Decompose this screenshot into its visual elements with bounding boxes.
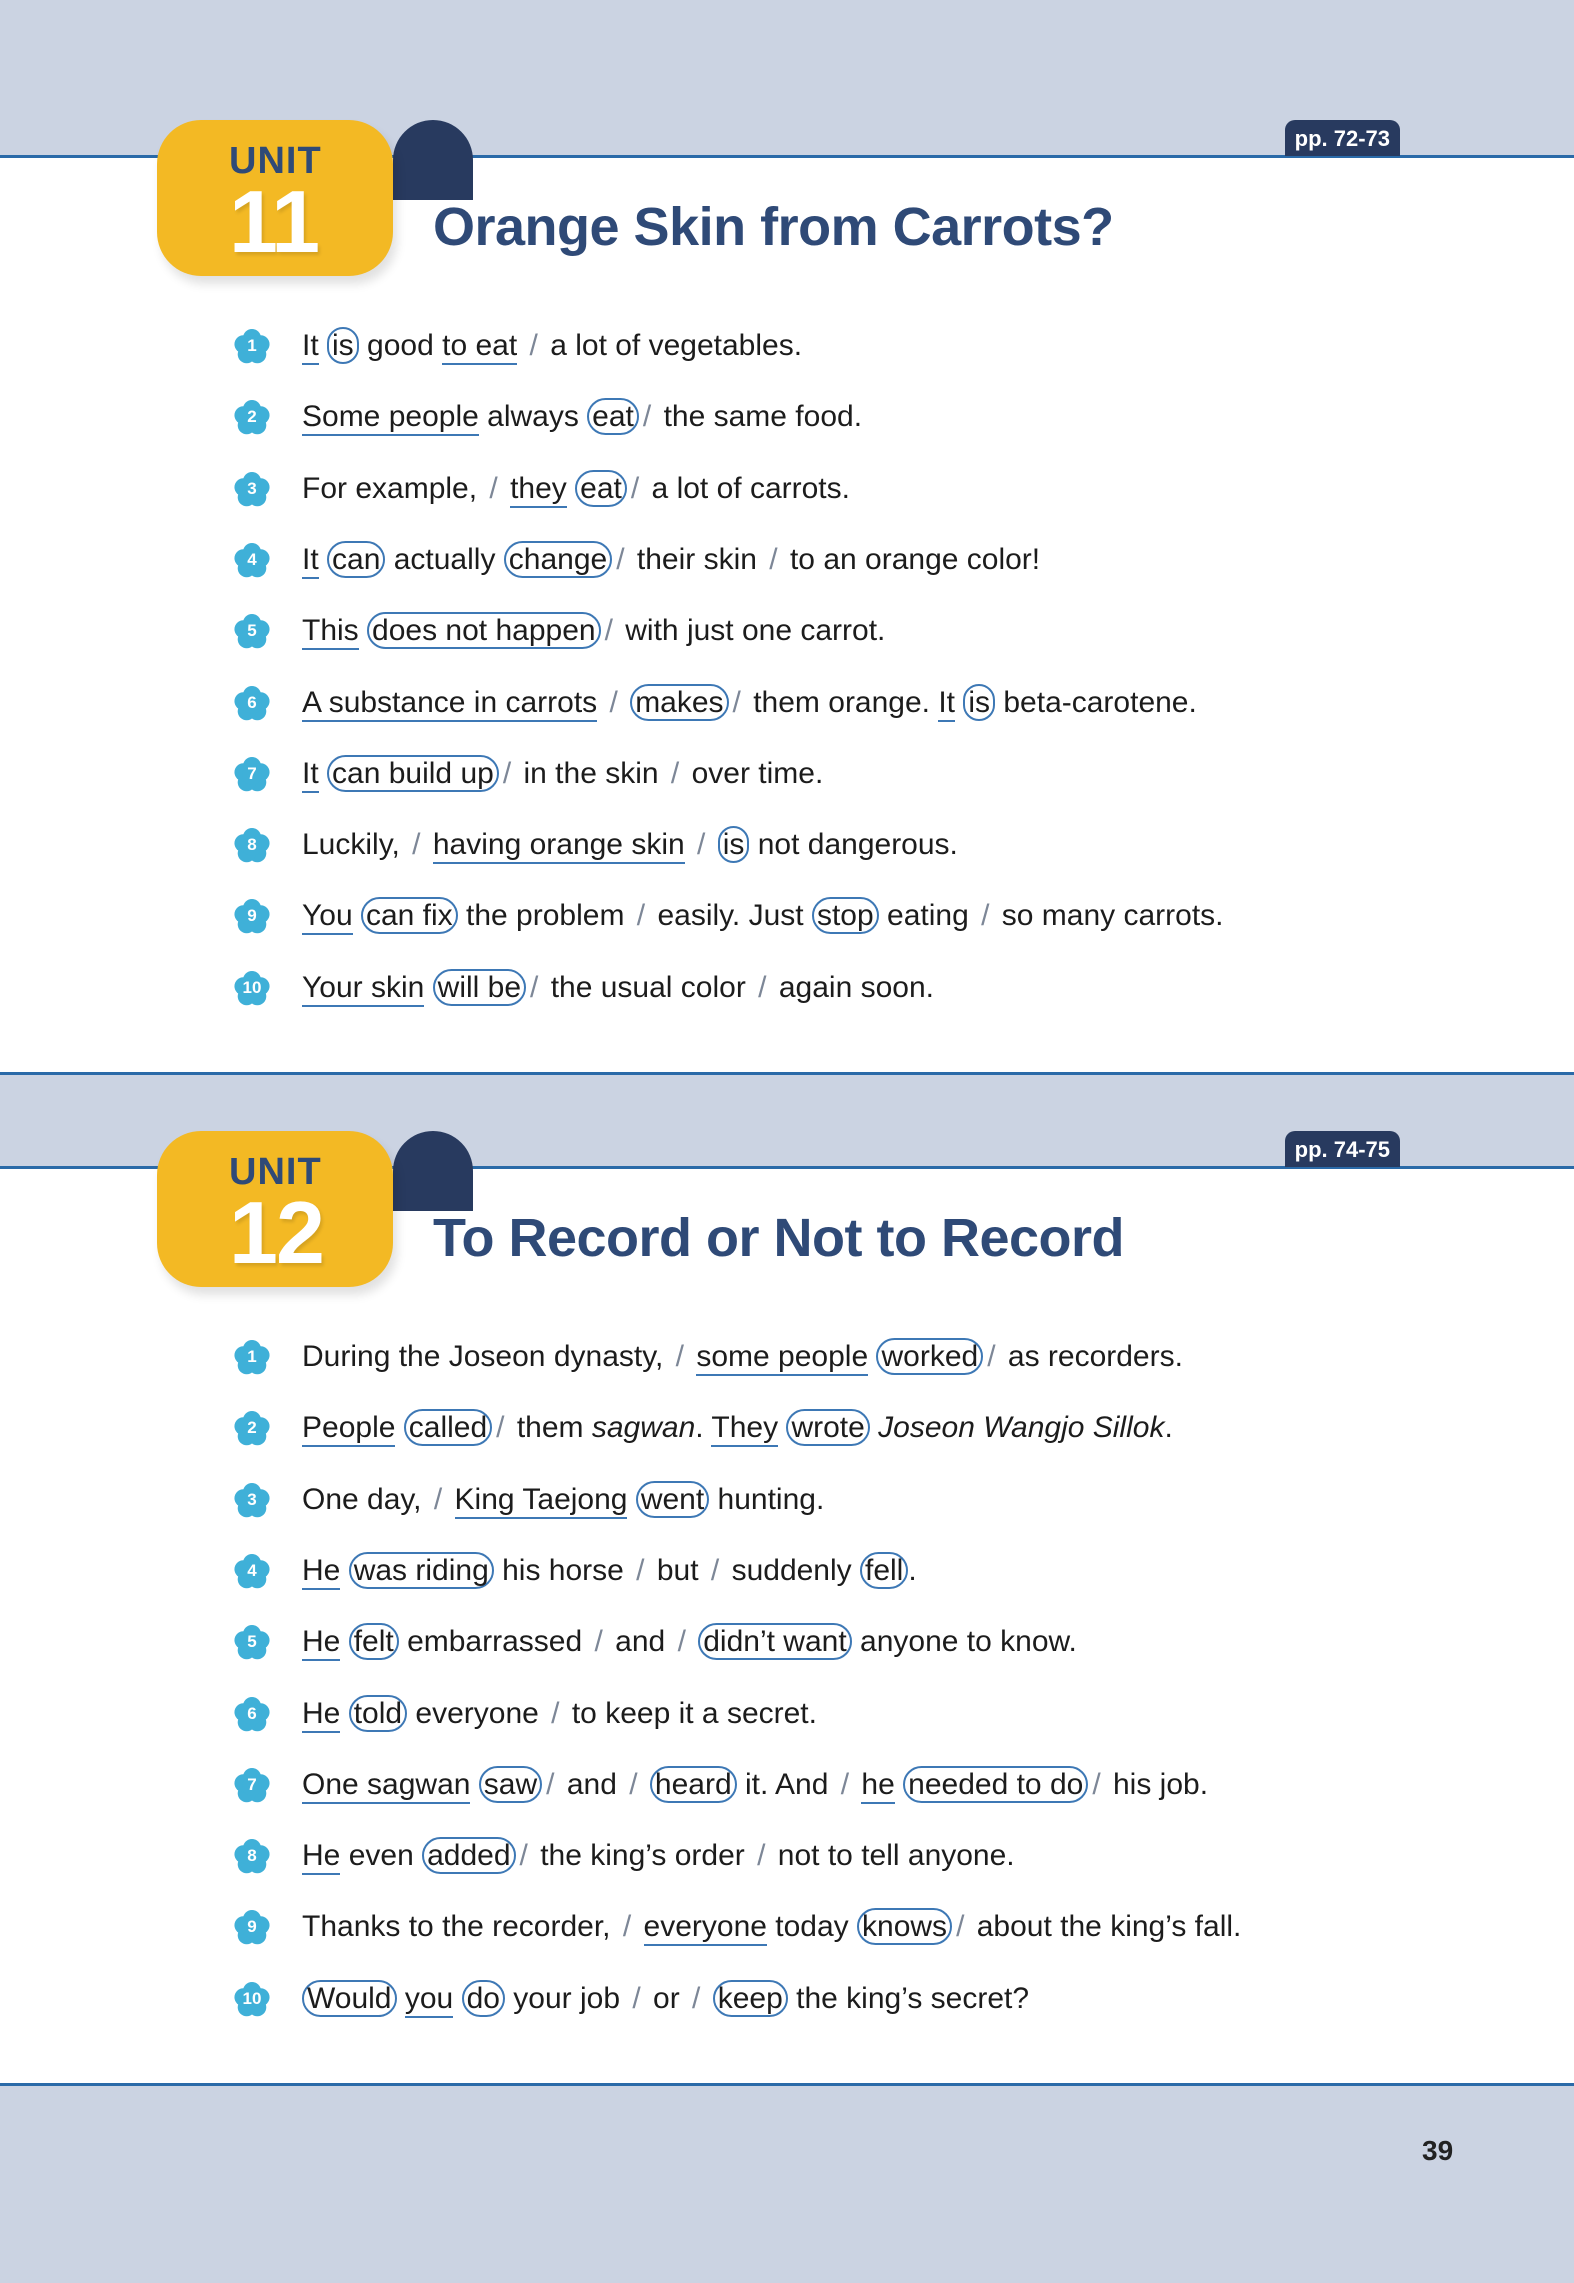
chunk-slash: / — [519, 1839, 528, 1873]
text-segment: actually — [385, 542, 504, 576]
sentence-text — [302, 966, 934, 1010]
circled-verb: was riding — [349, 1552, 494, 1589]
text-segment: embarrassed — [398, 1625, 591, 1659]
text-segment — [517, 329, 525, 362]
flower-badge-icon — [232, 1622, 272, 1662]
underlined-subject: One sagwan — [302, 1768, 470, 1804]
circled-verb: fell — [860, 1552, 908, 1589]
chunk-slash: / — [675, 1340, 684, 1373]
chunk-slash: / — [1092, 1767, 1101, 1801]
text-segment: his horse — [493, 1553, 633, 1587]
flower-badge-icon — [232, 968, 272, 1008]
circled-verb: is — [327, 327, 359, 364]
sentence-text — [302, 1763, 1208, 1807]
text-segment: the king’s order — [531, 1839, 754, 1873]
chunk-slash: / — [530, 970, 539, 1004]
text-segment: the king’s secret? — [787, 1981, 1030, 2015]
chunk-slash: / — [677, 1625, 686, 1659]
sentence-row — [232, 326, 1432, 386]
chunk-slash: / — [732, 685, 741, 719]
text-segment: During the Joseon dynasty, — [302, 1340, 672, 1373]
chunk-slash: / — [710, 1553, 720, 1587]
text-segment: . — [908, 1553, 917, 1587]
underlined-subject: It — [302, 543, 319, 579]
chunk-slash: / — [697, 828, 706, 862]
text-segment: suddenly — [723, 1553, 860, 1587]
text-segment — [627, 1483, 635, 1516]
sentence-number: 7 — [247, 763, 257, 783]
sentence-text — [302, 1549, 917, 1593]
sentence-row — [232, 397, 1432, 457]
text-segment: as recorders. — [999, 1340, 1183, 1373]
text-segment: to keep it a secret. — [563, 1696, 817, 1730]
circled-verb: wrote — [786, 1409, 869, 1446]
unit-label: UNIT — [229, 1151, 322, 1193]
chunk-slash: / — [546, 1767, 555, 1801]
sentence-number: 8 — [247, 835, 257, 855]
sentence-number: 2 — [247, 407, 257, 427]
text-segment: a lot of vegetables. — [541, 329, 803, 362]
sentence-text — [302, 1406, 1173, 1450]
unit-title: To Record or Not to Record — [433, 1208, 1125, 1268]
circled-verb: saw — [479, 1766, 542, 1803]
text-segment: good — [358, 329, 443, 362]
flower-badge-icon — [232, 397, 272, 437]
underlined-subject: King Taejong — [455, 1483, 628, 1519]
chunk-slash: / — [630, 471, 640, 505]
chunk-slash: / — [636, 899, 646, 933]
text-segment: Luckily, — [302, 828, 409, 862]
circled-verb: added — [422, 1837, 515, 1874]
underlined-subject: He — [302, 1697, 340, 1733]
chunk-slash: / — [594, 1625, 603, 1659]
chunk-slash: / — [642, 400, 652, 434]
circled-verb: does not happen — [367, 612, 601, 649]
text-segment: hunting. — [709, 1482, 825, 1516]
text-segment — [690, 1625, 698, 1658]
sentence-text — [302, 1692, 817, 1736]
pages-badge: pp. 72-73 — [1285, 120, 1400, 156]
text-segment: a lot of carrots. — [643, 471, 850, 505]
text-segment: everyone — [407, 1696, 548, 1730]
circled-verb: eat — [587, 398, 639, 435]
text-segment — [870, 1411, 878, 1444]
text-segment: them orange. — [744, 685, 939, 719]
flower-badge-icon — [232, 1907, 272, 1947]
text-segment — [340, 1697, 348, 1730]
text-segment: to an orange color! — [781, 542, 1041, 576]
sentence-number: 1 — [247, 1347, 257, 1366]
sentence-number: 10 — [242, 977, 262, 997]
text-segment — [635, 1910, 643, 1943]
italic-term: Joseon Wangjo Sillok — [878, 1411, 1165, 1445]
sentence-row — [232, 683, 1432, 743]
sentence-row — [232, 1622, 1432, 1682]
circled-verb: keep — [713, 1980, 788, 2017]
unit-badge — [157, 1131, 393, 1287]
chunk-slash: / — [956, 1910, 965, 1944]
sentence-row — [232, 611, 1432, 671]
text-segment: his job. — [1104, 1767, 1209, 1801]
circled-verb: can — [327, 541, 385, 578]
chunk-slash: / — [433, 1482, 443, 1516]
sentence-text — [302, 395, 862, 439]
chunk-slash: / — [757, 1839, 766, 1873]
text-segment — [319, 543, 327, 576]
flower-badge-icon — [232, 1694, 272, 1734]
underlined-subject: Some people — [302, 400, 479, 436]
sentence-row — [232, 469, 1432, 529]
sentence-text — [302, 538, 1040, 582]
sentence-row — [232, 825, 1432, 885]
text-segment — [319, 329, 327, 362]
chunk-slash: / — [609, 685, 618, 719]
chunk-slash: / — [489, 471, 498, 505]
text-segment — [685, 828, 693, 861]
circled-verb: didn’t want — [698, 1623, 851, 1660]
text-segment: Thanks to the recorder, — [302, 1910, 619, 1944]
text-segment: over time. — [683, 756, 824, 790]
text-segment: again soon. — [770, 970, 934, 1004]
underlined-subject: some people — [696, 1340, 868, 1376]
text-segment: or — [644, 1981, 689, 2015]
flower-badge-icon — [232, 754, 272, 794]
chunk-slash: / — [502, 756, 512, 790]
sentence-row — [232, 1551, 1432, 1611]
text-segment — [642, 1768, 650, 1801]
text-segment — [353, 899, 361, 932]
sentence-number: 5 — [247, 1632, 257, 1652]
circled-verb: told — [349, 1695, 407, 1732]
text-segment: even — [340, 1839, 423, 1873]
flower-badge-icon — [232, 825, 272, 865]
sentence-text — [302, 894, 1224, 938]
sentence-number: 3 — [247, 478, 257, 498]
text-segment — [502, 472, 510, 505]
text-segment: not to tell anyone. — [769, 1839, 1015, 1873]
circled-verb: will be — [433, 969, 526, 1006]
flower-badge-icon — [232, 1836, 272, 1876]
text-segment — [622, 686, 630, 719]
text-segment — [340, 1625, 348, 1658]
unit-badge-tab — [393, 1131, 473, 1211]
underlined-subject: This — [302, 614, 359, 650]
circled-verb: is — [718, 826, 750, 863]
sentence-row — [232, 1979, 1432, 2039]
sentence-number: 9 — [247, 906, 257, 926]
underlined-subject: It — [302, 329, 319, 365]
italic-term: sagwan — [591, 1411, 696, 1445]
underlined-subject: They — [711, 1411, 778, 1447]
text-segment: so many carrots. — [993, 899, 1224, 933]
underlined-subject: It — [302, 757, 319, 793]
underlined-subject: He — [302, 1839, 340, 1875]
circled-verb: change — [504, 541, 612, 578]
sentence-number: 5 — [247, 621, 257, 641]
underlined-subject: he — [861, 1768, 894, 1804]
text-segment: anyone to know. — [851, 1625, 1077, 1659]
sentence-number: 4 — [247, 549, 257, 569]
underlined-subject: A substance in carrots — [302, 686, 597, 722]
circled-verb: is — [963, 684, 995, 721]
text-segment: with just one carrot. — [616, 614, 886, 648]
sentence-number: 6 — [247, 692, 257, 712]
sentence-number: 6 — [247, 1703, 257, 1723]
flower-badge-icon — [232, 1979, 272, 2019]
text-segment: . — [1164, 1411, 1173, 1445]
flower-badge-icon — [232, 540, 272, 580]
circled-verb: can build up — [327, 755, 499, 792]
sentence-text — [302, 1335, 1183, 1379]
sentence-number: 1 — [247, 336, 257, 355]
flower-badge-icon — [232, 1408, 272, 1448]
sentence-number: 10 — [242, 1988, 262, 2008]
circled-verb: called — [404, 1409, 492, 1446]
sentence-number: 8 — [247, 1846, 257, 1866]
sentence-number: 9 — [247, 1917, 257, 1937]
flower-badge-icon — [232, 1480, 272, 1520]
flower-badge-icon — [232, 1765, 272, 1805]
text-segment: but — [648, 1553, 707, 1587]
text-segment: it. And — [736, 1767, 837, 1801]
circled-verb: stop — [812, 897, 879, 934]
text-segment — [709, 828, 717, 861]
flower-badge-icon — [232, 1337, 272, 1377]
text-segment: their skin — [628, 542, 766, 576]
chunk-slash: / — [840, 1767, 850, 1801]
underlined-subject: to eat — [442, 329, 517, 365]
sentence-row — [232, 754, 1432, 814]
text-segment: today — [766, 1910, 858, 1944]
chunk-slash: / — [769, 542, 778, 576]
underlined-subject: Your skin — [302, 971, 424, 1007]
unit-12-section — [0, 1137, 1574, 2086]
chunk-slash: / — [616, 542, 625, 576]
circled-verb: worked — [876, 1338, 983, 1375]
underlined-subject: You — [302, 899, 353, 935]
unit-title: Orange Skin from Carrots? — [433, 197, 1114, 257]
unit-badge-tab — [393, 120, 473, 200]
text-segment — [597, 686, 605, 719]
sentence-row — [232, 1765, 1432, 1825]
sentence-row — [232, 1480, 1432, 1540]
circled-verb: Would — [302, 1980, 397, 2017]
sentence-text — [302, 1620, 1077, 1664]
text-segment — [397, 1982, 405, 2015]
sentence-text — [302, 1478, 824, 1522]
sentence-text — [302, 823, 958, 867]
circled-verb: do — [462, 1980, 505, 2017]
text-segment: beta-carotene. — [995, 685, 1197, 719]
sentence-text — [302, 1834, 1015, 1878]
unit-badge — [157, 120, 393, 276]
chunk-slash: / — [981, 899, 990, 933]
text-segment: the problem — [457, 899, 633, 933]
text-segment — [446, 1483, 454, 1516]
sentence-number: 3 — [247, 1489, 257, 1509]
flower-badge-icon — [232, 326, 272, 366]
sentence-number: 7 — [247, 1774, 257, 1794]
text-segment: eating — [878, 899, 978, 933]
text-segment: your job — [504, 1981, 629, 2015]
chunk-slash: / — [987, 1340, 996, 1373]
sentence-row — [232, 896, 1432, 956]
circled-verb: needed to do — [903, 1766, 1088, 1803]
circled-verb: knows — [857, 1908, 952, 1945]
sentence-number: 2 — [247, 1418, 257, 1438]
text-segment — [704, 1982, 712, 2015]
text-segment — [424, 971, 432, 1004]
text-segment: the same food. — [655, 400, 863, 434]
underlined-subject: People — [302, 1411, 395, 1447]
chunk-slash: / — [636, 1553, 645, 1587]
chunk-slash: / — [670, 756, 680, 790]
sentence-row — [232, 1907, 1432, 1967]
sentence-row — [232, 1836, 1432, 1896]
flower-badge-icon — [232, 469, 272, 509]
underlined-subject: having orange skin — [433, 828, 685, 864]
text-segment: the usual color — [542, 970, 755, 1004]
sentence-number: 4 — [247, 1560, 257, 1580]
sentence-row — [232, 968, 1432, 1028]
text-segment — [340, 1554, 348, 1587]
sentence-row — [232, 1337, 1432, 1397]
underlined-subject: everyone — [644, 1910, 767, 1946]
unit-11-section — [0, 126, 1574, 1075]
sentence-text — [302, 609, 885, 653]
sentence-text — [302, 324, 802, 368]
text-segment — [453, 1982, 461, 2015]
chunk-slash: / — [632, 1981, 641, 2015]
unit-number: 12 — [229, 1183, 323, 1282]
underlined-subject: It — [938, 686, 955, 722]
text-segment — [319, 757, 327, 790]
circled-verb: eat — [575, 470, 627, 507]
text-segment: . — [695, 1411, 712, 1445]
sentence-text — [302, 1905, 1241, 1949]
underlined-subject: you — [405, 1982, 453, 2018]
text-segment: and — [606, 1625, 674, 1659]
chunk-slash: / — [758, 970, 767, 1004]
text-segment: and — [558, 1767, 626, 1801]
unit-number: 11 — [229, 172, 319, 271]
sentence-row — [232, 540, 1432, 600]
text-segment: One day, — [302, 1482, 430, 1516]
text-segment — [567, 472, 575, 505]
pages-badge: pp. 74-75 — [1285, 1131, 1400, 1167]
text-segment — [395, 1411, 403, 1444]
underlined-subject: He — [302, 1625, 340, 1661]
circled-verb: heard — [650, 1766, 737, 1803]
text-segment: them — [508, 1411, 592, 1445]
chunk-slash: / — [622, 1910, 632, 1944]
unit-label: UNIT — [229, 140, 322, 182]
sentence-text — [302, 752, 823, 796]
text-segment: in the skin — [515, 756, 667, 790]
text-segment: not dangerous. — [749, 828, 958, 862]
text-segment — [359, 614, 367, 647]
flower-badge-icon — [232, 896, 272, 936]
circled-verb: can fix — [361, 897, 458, 934]
text-segment: easily. Just — [649, 899, 812, 933]
page-number: 39 — [1422, 2135, 1454, 2166]
text-segment: about the king’s fall. — [968, 1910, 1242, 1944]
chunk-slash: / — [629, 1767, 638, 1801]
sentence-text — [302, 467, 850, 511]
chunk-slash: / — [692, 1981, 701, 2015]
sentence-text — [302, 681, 1197, 725]
circled-verb: makes — [630, 684, 728, 721]
sentence-text — [302, 1977, 1029, 2021]
sentence-row — [232, 1694, 1432, 1754]
text-segment — [425, 828, 433, 861]
sentence-row — [232, 1408, 1432, 1468]
chunk-slash: / — [496, 1411, 505, 1445]
flower-badge-icon — [232, 611, 272, 651]
chunk-slash: / — [412, 828, 421, 862]
text-segment — [470, 1768, 478, 1801]
text-segment — [895, 1768, 903, 1801]
chunk-slash: / — [604, 614, 613, 648]
flower-badge-icon — [232, 1551, 272, 1591]
text-segment: always — [478, 400, 588, 434]
circled-verb: went — [636, 1481, 709, 1518]
text-segment: For example, — [302, 471, 486, 505]
circled-verb: felt — [349, 1623, 399, 1660]
chunk-slash: / — [551, 1696, 560, 1730]
flower-badge-icon — [232, 683, 272, 723]
underlined-subject: they — [510, 472, 567, 508]
underlined-subject: He — [302, 1554, 340, 1590]
chunk-slash: / — [529, 329, 538, 362]
